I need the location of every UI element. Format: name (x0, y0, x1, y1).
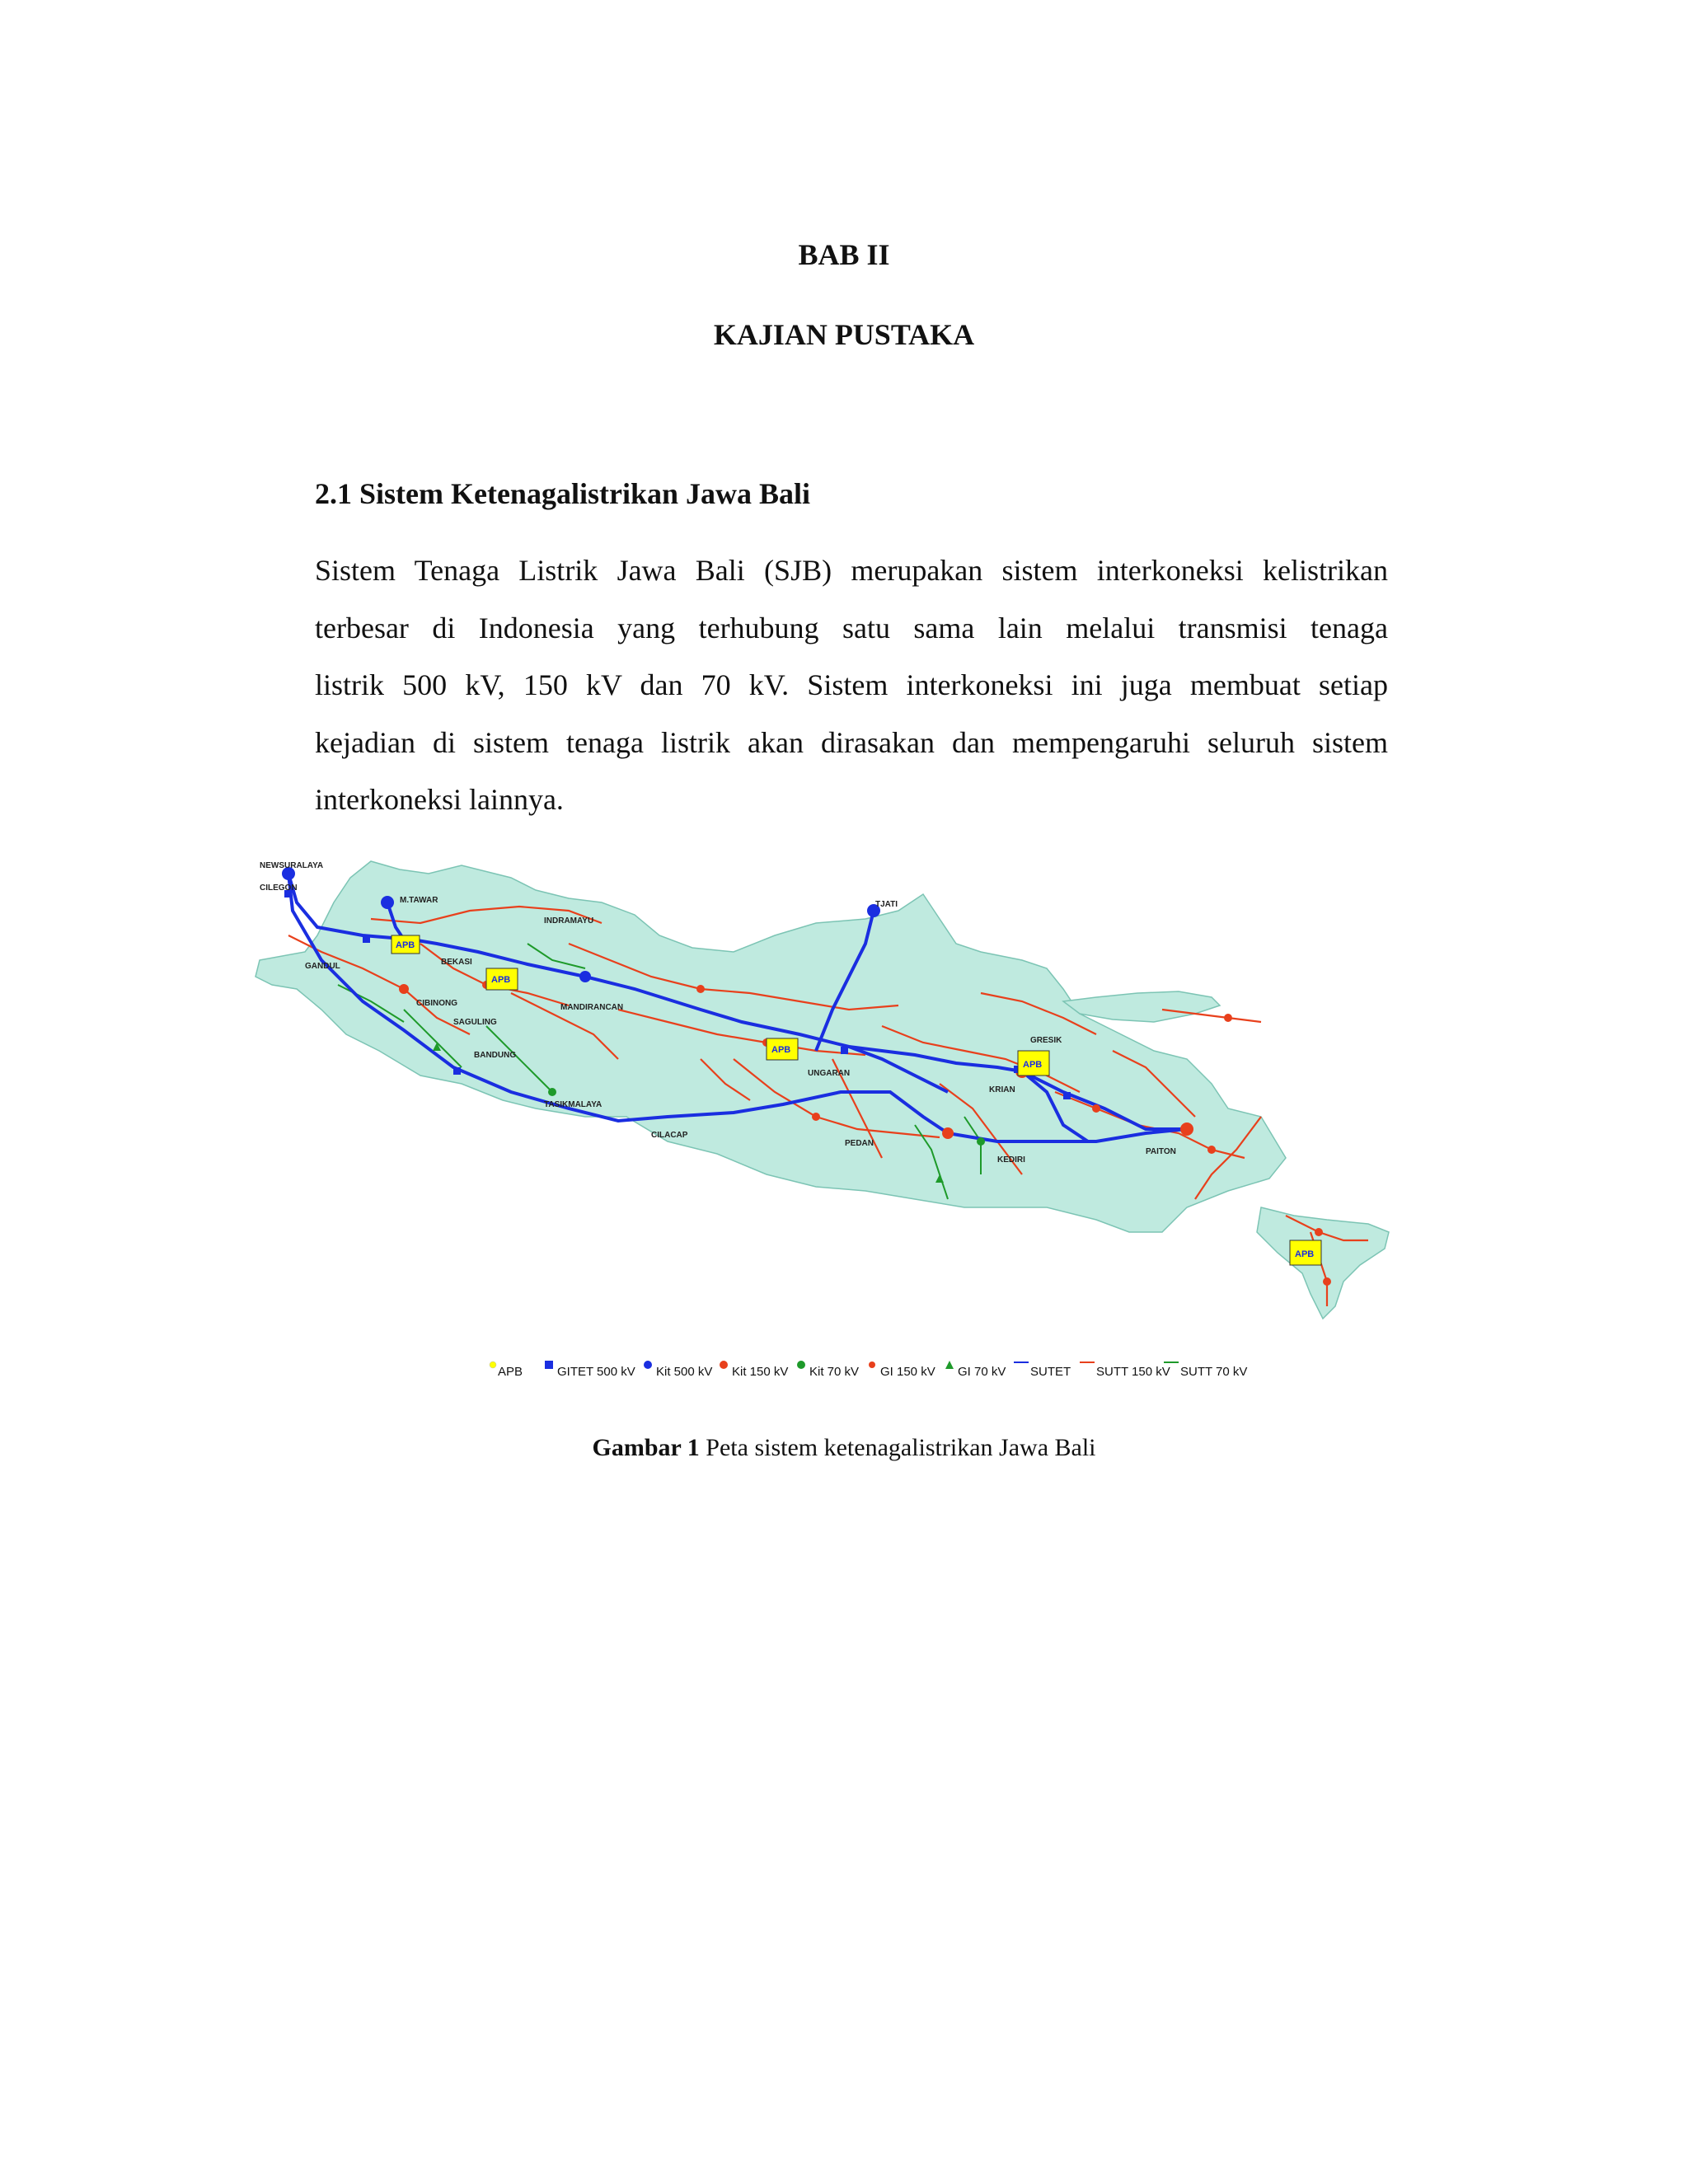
paragraph-line: Sistem Tenaga Listrik Jawa Bali (SJB) merupakan sistem interkoneksi kelistrikan (315, 554, 1388, 587)
place-label: GRESIK (1030, 1036, 1062, 1045)
caption-prefix: Gambar 1 (592, 1434, 700, 1461)
legend-label: GI 150 kV (880, 1365, 935, 1379)
place-label: NEWSURALAYA (260, 861, 324, 870)
chapter-number: BAB II (798, 238, 890, 271)
paragraph-line: kejadian di sistem tenaga listrik akan dirasakan dan mempengaruhi seluruh sistem (315, 725, 1388, 759)
legend-label: SUTT 150 kV (1096, 1365, 1170, 1379)
place-label: PAITON (1146, 1147, 1176, 1156)
apb-label: APB (396, 940, 415, 950)
legend-label: GI 70 kV (958, 1365, 1006, 1379)
place-label: CILACAP (651, 1131, 688, 1140)
figure-caption (0, 1434, 1688, 1462)
apb-label: APB (771, 1045, 791, 1055)
place-label: PEDAN (845, 1139, 874, 1148)
legend-label: Kit 500 kV (656, 1365, 713, 1379)
legend-label: APB (498, 1365, 523, 1379)
apb-label: APB (1295, 1249, 1315, 1259)
place-label: TJATI (875, 900, 898, 909)
apb-label: APB (1023, 1060, 1043, 1070)
place-label: BANDUNG (474, 1051, 517, 1060)
chapter-title: KAJIAN PUSTAKA (713, 318, 975, 351)
legend-label: Kit 70 kV (809, 1365, 860, 1379)
apb-label: APB (491, 975, 511, 985)
legend-label: SUTT 70 kV (1180, 1365, 1248, 1379)
java-bali-power-map (239, 845, 1401, 1339)
legend-label: SUTET (1030, 1365, 1071, 1379)
legend-label: GITET 500 kV (557, 1365, 635, 1379)
place-label: BEKASI (441, 958, 472, 967)
place-label: M.TAWAR (400, 896, 438, 905)
place-label: CIBINONG (416, 999, 457, 1008)
place-label: CILEGON (260, 883, 298, 893)
legend-label: Kit 150 kV (732, 1365, 789, 1379)
place-label: SAGULING (453, 1018, 497, 1027)
section-heading: 2.1 Sistem Ketenagalistrikan Jawa Bali (315, 477, 810, 510)
place-label: TASIKMALAYA (544, 1100, 603, 1109)
place-label: MANDIRANCAN (560, 1003, 624, 1012)
place-label: KRIAN (989, 1085, 1015, 1094)
paragraph-line: listrik 500 kV, 150 kV dan 70 kV. Sistem interkoneksi ini juga membuat setiap (315, 668, 1388, 701)
place-label: GANDUL (305, 962, 340, 971)
place-label: INDRAMAYU (544, 916, 594, 926)
paragraph-line: interkoneksi lainnya. (315, 783, 564, 816)
body-paragraph (315, 542, 1388, 829)
bali-island (1257, 1207, 1389, 1319)
place-label: KEDIRI (997, 1155, 1025, 1165)
paragraph-line: terbesar di Indonesia yang terhubung satu sama lain melalui transmisi tenaga (315, 611, 1388, 644)
map-legend (486, 1360, 1248, 1385)
caption-text: Peta sistem ketenagalistrikan Jawa Bali (699, 1434, 1096, 1461)
place-label: UNGARAN (808, 1069, 851, 1078)
